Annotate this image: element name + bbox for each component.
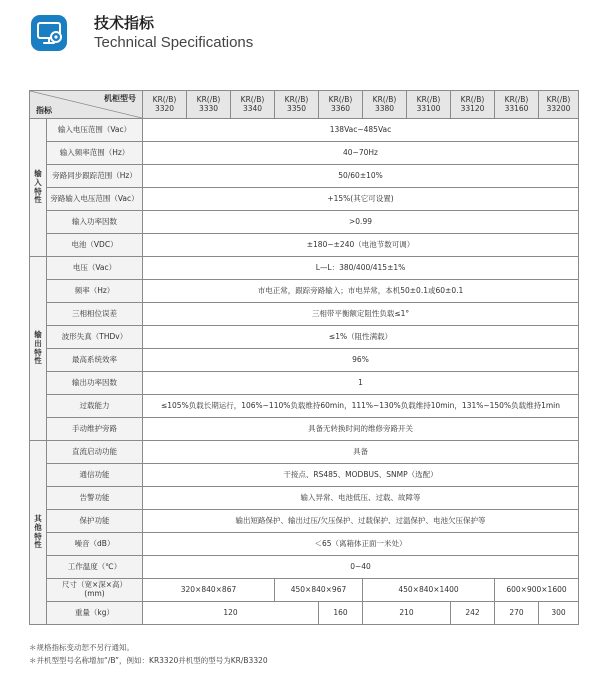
row-label: 通信功能 [47,464,143,487]
row-value: 干接点、RS485、MODBUS、SNMP（选配） [143,464,579,487]
row-label: 旁路同步跟踪范围（Hz） [47,165,143,188]
row-value: 1 [143,372,579,395]
row-label: 最高系统效率 [47,349,143,372]
table-row [30,257,579,280]
model-header-4: KR(/B) 3360 [319,91,363,119]
row-label: 旁路输入电压范围（Vac） [47,188,143,211]
row-label: 过载能力 [47,395,143,418]
row-label: 工作温度（℃） [47,556,143,579]
row-label: 保护功能 [47,510,143,533]
row-value: 市电正常，跟踪旁路输入；市电异常，本机50±0.1或60±0.1 [143,280,579,303]
row-value: ≤105%负载长期运行，106%~110%负载维持60min，111%~130%负载维持10min，131%~150%负载维持1min [143,395,579,418]
table-row [30,234,579,257]
row-label: 三相相位误差 [47,303,143,326]
row-label: 告警功能 [47,487,143,510]
row-value: 三相带平衡额定阻性负载≤1° [143,303,579,326]
row-label: 输入频率范围（Hz） [47,142,143,165]
row-value: +15%(其它可设置) [143,188,579,211]
table-row-size [30,579,579,602]
table-row [30,326,579,349]
row-value: 0~40 [143,556,579,579]
table-row [30,418,579,441]
table-row [30,303,579,326]
model-header-1: KR(/B) 3330 [187,91,231,119]
size-value-0: 320×840×867 [143,579,275,602]
size-value-3: 600×900×1600 [495,579,579,602]
model-header-8: KR(/B) 33160 [495,91,539,119]
corner-cell [30,91,143,119]
table-row [30,280,579,303]
table-row [30,142,579,165]
weight-value-1: 160 [319,602,363,625]
weight-value-4: 270 [495,602,539,625]
row-label: 电池（VDC） [47,234,143,257]
corner-label-spec: 指标 [36,105,52,115]
table-row [30,487,579,510]
table-row [30,464,579,487]
row-label: 直流启动功能 [47,441,143,464]
row-value: ＜65（离箱体正面一米处） [143,533,579,556]
row-value: 具备无转换时间的维修旁路开关 [143,418,579,441]
model-header-5: KR(/B) 3380 [363,91,407,119]
title-chinese: 技术指标 [94,14,155,32]
model-header-9: KR(/B) 33200 [539,91,579,119]
size-value-1: 450×840×967 [275,579,363,602]
row-label: 波形失真（THDv） [47,326,143,349]
weight-value-2: 210 [363,602,451,625]
model-header-2: KR(/B) 3340 [231,91,275,119]
size-label: 尺寸（宽×深×高） (mm) [47,579,143,602]
row-value: 40~70Hz [143,142,579,165]
model-header-0: KR(/B) 3320 [143,91,187,119]
footnote: ＊规格指标变动恕不另行通知。 [29,643,134,652]
table-row [30,533,579,556]
gear-monitor-icon [30,14,68,52]
table-row [30,188,579,211]
weight-value-3: 242 [451,602,495,625]
model-header-3: KR(/B) 3350 [275,91,319,119]
model-header-6: KR(/B) 33100 [407,91,451,119]
row-value: 96% [143,349,579,372]
row-value: 138Vac~485Vac [143,119,579,142]
table-row [30,556,579,579]
row-value: 输入异常、电池低压、过载、故障等 [143,487,579,510]
row-value: 输出短路保护、输出过压/欠压保护、过载保护、过温保护、电池欠压保护等 [143,510,579,533]
size-value-2: 450×840×1400 [363,579,495,602]
header-row [30,91,579,119]
row-label: 噪音（dB） [47,533,143,556]
table-row [30,211,579,234]
footnote: ＊并机型型号名称增加“/B”，例如：KR3320并机型的型号为KR/B3320 [29,656,268,665]
row-value: 50/60±10% [143,165,579,188]
table-row [30,165,579,188]
row-value: ≤1%（阻性满载） [143,326,579,349]
table-row [30,349,579,372]
group-other: 其他特性 [30,441,47,625]
table-row [30,372,579,395]
table-row [30,395,579,418]
weight-value-0: 120 [143,602,319,625]
table-row [30,441,579,464]
group-output: 输出特性 [30,257,47,441]
row-label: 电压（Vac） [47,257,143,280]
group-input: 输入特性 [30,119,47,257]
row-value: 具备 [143,441,579,464]
footnotes [29,641,268,667]
table-row [30,510,579,533]
table-row-weight [30,602,579,625]
weight-value-5: 300 [539,602,579,625]
table-row [30,119,579,142]
spec-table [29,90,579,625]
row-value: >0.99 [143,211,579,234]
row-label: 频率（Hz） [47,280,143,303]
row-label: 手动维护旁路 [47,418,143,441]
model-header-7: KR(/B) 33120 [451,91,495,119]
weight-label: 重量（kg） [47,602,143,625]
title-english: Technical Specifications [94,34,254,51]
row-value: ±180~±240（电池节数可调） [143,234,579,257]
corner-label-model: 机柜型号 [104,94,136,103]
row-label: 输出功率因数 [47,372,143,395]
row-value: L—L：380/400/415±1% [143,257,579,280]
row-label: 输入功率因数 [47,211,143,234]
row-label: 输入电压范围（Vac） [47,119,143,142]
